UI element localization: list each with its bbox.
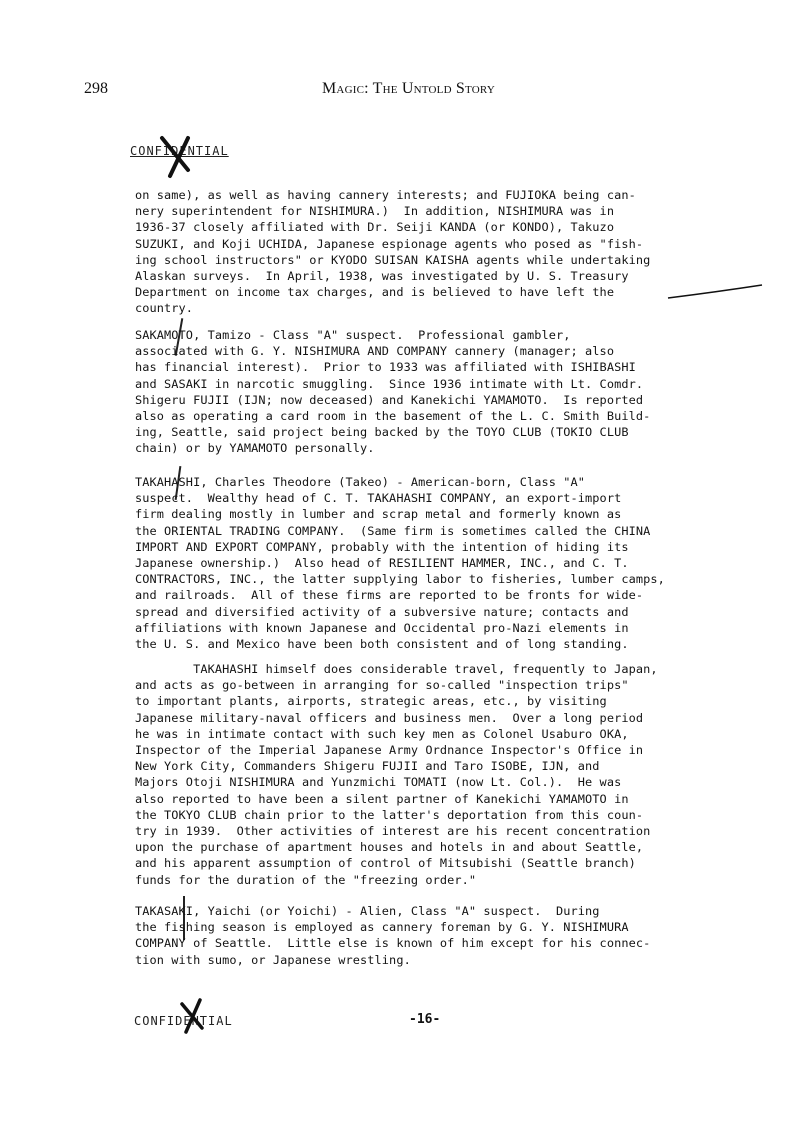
handwritten-strike-mark-bottom bbox=[178, 996, 208, 1036]
paragraph-sakamoto: SAKAMOTO, Tamizo - Class "A" suspect. Professional gambler, associated with G. Y. NISHIMURA AND COMPANY cannery (manager; also has financial interest). Prior to 1933 was affiliated with ISHIBASHI and SASAKI in narcotic smuggling. Since 1936 intimate with Lt. Comdr. Shigeru FUJII (IJN; now deceased) and Kanekichi YAMAMOTO. Is reported also as operating a card room in the basement of the L. C. Smith Build- ing, Seattle, said project being backed by the TOYO CLUB (TOKIO CLUB chain) or by YAMAMOTO personally. bbox=[135, 328, 651, 456]
handwritten-margin-line bbox=[666, 282, 766, 302]
page-header bbox=[84, 80, 710, 104]
paragraph-takahashi-activities: TAKAHASHI himself does considerable travel, frequently to Japan, and acts as go-between in arranging for so-called "inspection trips" to important plants, airports, strategic areas, etc., by visiting Japanese military-naval officers and business men. Over a long period he was in intimate contact with such key men as Colonel Usaburo OKA, Inspector of the Imperial Japanese Army Ordnance Inspector's Office in New York City, Commanders Shigeru FUJII and Taro ISOBE, IJN, and Majors Otoji NISHIMURA and Yunzmichi TOMATI (now Lt. Col.). He was also reported to have been a silent partner of Kanekichi YAMAMOTO in the TOKYO CLUB chain prior to the latter's deportation from this coun- try in 1939. Other activities of interest are his recent concentration upon the purchase of apartment houses and hotels in and about Seattle, and his apparent assumption of control of Mitsubishi (Seattle branch) funds for the duration of the "freezing order." bbox=[135, 662, 658, 887]
page-number: 298 bbox=[84, 80, 108, 97]
classification-stamp-bottom: CONFIDENTIAL bbox=[134, 1014, 233, 1028]
book-title: Magic: The Untold Story bbox=[322, 80, 495, 97]
handwritten-strike-mark-top bbox=[158, 132, 198, 180]
footer-page-number: -16- bbox=[409, 1012, 441, 1027]
paragraph-takahashi: TAKAHASHI, Charles Theodore (Takeo) - American-born, Class "A" suspect. Wealthy head of C. T. TAKAHASHI COMPANY, an export-import firm dealing mostly in lumber and scrap metal and formerly known as the ORIENTAL TRADING COMPANY. (Same firm is sometimes called the CHINA IMPORT AND EXPORT COMPANY, probably with the intention of hiding its Japanese ownership.) Also head of RESILIENT HAMMER, INC., and C. T. CONTRACTORS, INC., the latter supplying labor to fisheries, lumber camps, and railroads. All of these firms are reported to be fronts for wide- spread and diversified activity of a subversive nature; contacts and affiliations with known Japanese and Occidental pro-Nazi elements in the U. S. and Mexico have been both consistent and of long standing. bbox=[135, 475, 665, 652]
paragraph-takasaki: TAKASAKI, Yaichi (or Yoichi) - Alien, Class "A" suspect. During the fishing season is employed as cannery foreman by G. Y. NISHIMURA COMPANY of Seattle. Little else is known of him except for his connec- tion with sumo, or Japanese wrestling. bbox=[135, 904, 651, 967]
classification-stamp-top: CONFIDENTIAL bbox=[130, 144, 229, 158]
paragraph-nishimura-continued: on same), as well as having cannery interests; and FUJIOKA being can- nery superintendent for NISHIMURA.) In addition, NISHIMURA was in 1936-37 closely affiliated with Dr. Seiji KANDA (or KONDO), Takuzo SUZUKI, and Koji UCHIDA, Japanese espionage agents who posed as "fish- ing school instructors" or KYODO SUISAN KAISHA agents while undertaking Alaskan surveys. In April, 1938, was investigated by U. S. Treasury Department on income tax charges, and is believed to have left the country. bbox=[135, 188, 651, 316]
